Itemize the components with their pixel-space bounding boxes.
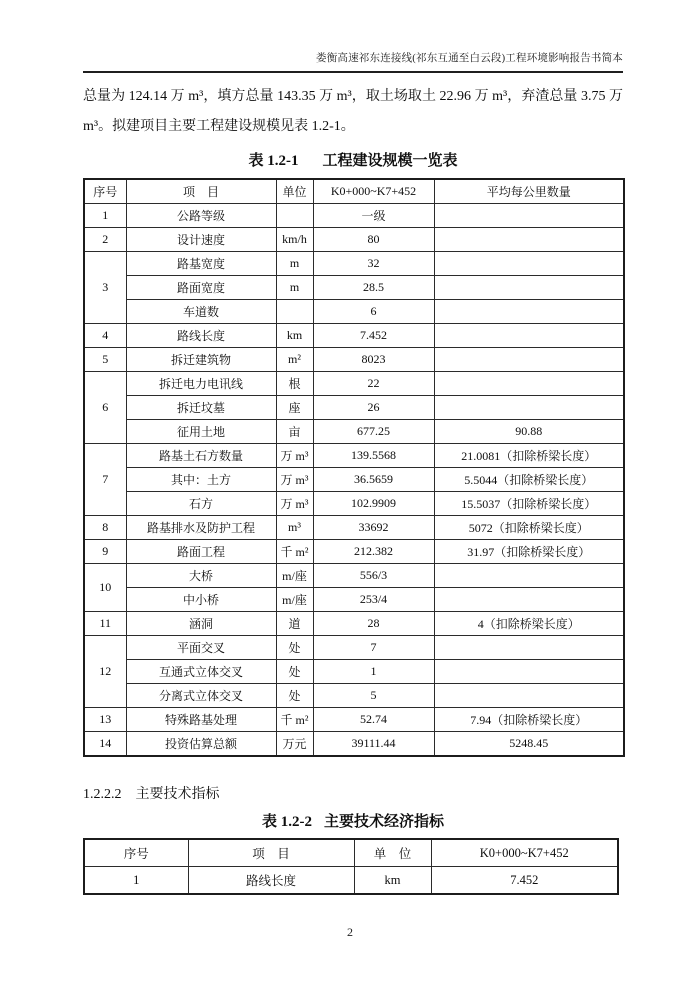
table-cell: 征用土地 [126, 420, 276, 444]
table-cell: km/h [276, 228, 313, 252]
table-cell: 亩 [276, 420, 313, 444]
table-row [84, 420, 624, 444]
table-row [84, 204, 624, 228]
table-row [84, 540, 624, 564]
table-cell: 石方 [126, 492, 276, 516]
table-cell: 特殊路基处理 [126, 708, 276, 732]
table-cell: 5 [84, 348, 126, 372]
table-cell: 拆迁电力电讯线 [126, 372, 276, 396]
column-header: K0+000~K7+452 [313, 179, 434, 204]
table-cell: 大桥 [126, 564, 276, 588]
table-cell: 21.0081（扣除桥梁长度） [434, 444, 624, 468]
table-cell: 12 [84, 636, 126, 708]
table-cell: m/座 [276, 564, 313, 588]
table-cell [276, 204, 313, 228]
table-row [84, 708, 624, 732]
table-cell: 139.5568 [313, 444, 434, 468]
table-row [84, 396, 624, 420]
table-row [84, 732, 624, 757]
table-cell [434, 564, 624, 588]
table-cell: 处 [276, 660, 313, 684]
table-cell: 一级 [313, 204, 434, 228]
table-cell: 22 [313, 372, 434, 396]
table-row [84, 636, 624, 660]
table-cell: 万元 [276, 732, 313, 757]
table-cell: 32 [313, 252, 434, 276]
column-header: 项 目 [126, 179, 276, 204]
table-body [84, 867, 618, 895]
table-row [84, 867, 618, 895]
table1-label: 表 1.2-1 [248, 153, 299, 169]
table-row [84, 228, 624, 252]
table-cell: 11 [84, 612, 126, 636]
table-row [84, 276, 624, 300]
table-row [84, 684, 624, 708]
table-cell: 4 [84, 324, 126, 348]
table-cell [434, 660, 624, 684]
table-cell: 千 m² [276, 708, 313, 732]
table-cell: 拆迁坟墓 [126, 396, 276, 420]
table-row [84, 324, 624, 348]
table-cell: 涵洞 [126, 612, 276, 636]
table-row [84, 300, 624, 324]
table2-label: 表 1.2-2 [261, 814, 312, 830]
table-cell: m [276, 276, 313, 300]
table-cell: 6 [313, 300, 434, 324]
table-cell: km [276, 324, 313, 348]
table-cell: 13 [84, 708, 126, 732]
table-cell [276, 300, 313, 324]
table-cell: 路面工程 [126, 540, 276, 564]
table-cell: 路基土石方数量 [126, 444, 276, 468]
table-cell: 平面交叉 [126, 636, 276, 660]
section-heading [83, 783, 623, 803]
table-cell: 6 [84, 372, 126, 444]
table-cell [434, 588, 624, 612]
table-cell: 7.452 [313, 324, 434, 348]
table-cell [434, 636, 624, 660]
table-cell: m² [276, 348, 313, 372]
column-header: K0+000~K7+452 [431, 839, 618, 867]
table-row [84, 588, 624, 612]
table-cell: m³ [276, 516, 313, 540]
table-cell: 7 [84, 444, 126, 516]
page-number: 2 [347, 925, 353, 939]
table-cell: 设计速度 [126, 228, 276, 252]
table-cell: 4（扣除桥梁长度） [434, 612, 624, 636]
table-cell: 8 [84, 516, 126, 540]
table-cell [434, 684, 624, 708]
table-cell [434, 228, 624, 252]
table-cell: 万 m³ [276, 492, 313, 516]
table-cell: 1 [84, 867, 188, 895]
table-cell: 9 [84, 540, 126, 564]
table-cell [434, 324, 624, 348]
table-cell: 28 [313, 612, 434, 636]
table-cell: 5248.45 [434, 732, 624, 757]
table-cell: 路基宽度 [126, 252, 276, 276]
running-header [83, 0, 623, 73]
table-cell: 102.9909 [313, 492, 434, 516]
table-cell: 556/3 [313, 564, 434, 588]
column-header: 序号 [84, 839, 188, 867]
table-cell: 路面宽度 [126, 276, 276, 300]
table-cell: 处 [276, 684, 313, 708]
table-cell: 中小桥 [126, 588, 276, 612]
table-cell: 拆迁建筑物 [126, 348, 276, 372]
table-body [84, 204, 624, 757]
table-cell: 5.5044（扣除桥梁长度） [434, 468, 624, 492]
table-cell: m [276, 252, 313, 276]
table-cell: 14 [84, 732, 126, 757]
table-cell [434, 348, 624, 372]
table-cell: 2 [84, 228, 126, 252]
table-cell [434, 252, 624, 276]
table-row [84, 516, 624, 540]
construction-scale-table [83, 178, 625, 757]
table-cell: 52.74 [313, 708, 434, 732]
table-cell: m/座 [276, 588, 313, 612]
table-row [84, 468, 624, 492]
table-row [84, 444, 624, 468]
table-cell: 车道数 [126, 300, 276, 324]
column-header: 平均每公里数量 [434, 179, 624, 204]
header-rule [83, 71, 623, 73]
table-cell: 路线长度 [126, 324, 276, 348]
table-cell: 7.94（扣除桥梁长度） [434, 708, 624, 732]
column-header: 项 目 [188, 839, 354, 867]
table-cell: 36.5659 [313, 468, 434, 492]
table-cell: 677.25 [313, 420, 434, 444]
section-title: 主要技术指标 [135, 787, 220, 802]
table-cell: 根 [276, 372, 313, 396]
table-row [84, 372, 624, 396]
table-cell: 万 m³ [276, 468, 313, 492]
table-cell: 33692 [313, 516, 434, 540]
table-row [84, 612, 624, 636]
table-cell: 其中：土方 [126, 468, 276, 492]
table1-title [83, 149, 623, 170]
table-cell: km [354, 867, 431, 895]
table1-caption: 工程建设规模一览表 [322, 153, 458, 169]
table-header-row [84, 839, 618, 867]
column-header: 单位 [276, 179, 313, 204]
running-header-title: 娄衡高速祁东连接线(祁东互通至白云段)工程环境影响报告书简本 [316, 53, 623, 64]
table-cell: 7.452 [431, 867, 618, 895]
table-cell [434, 372, 624, 396]
table-cell [434, 276, 624, 300]
table-row [84, 564, 624, 588]
body-paragraph: 总量为 124.14 万 m³，填方总量 143.35 万 m³，取土场取土 22.96 万 m³，弃渣总量 3.75 万 m³。拟建项目主要工程建设规模见表 1.2-1。 [83, 89, 623, 134]
section-number: 1.2.2.2 [83, 787, 122, 802]
table-cell: 212.382 [313, 540, 434, 564]
table-cell: 路基排水及防护工程 [126, 516, 276, 540]
table-cell: 座 [276, 396, 313, 420]
table-cell: 5 [313, 684, 434, 708]
table-cell: 5072（扣除桥梁长度） [434, 516, 624, 540]
column-header: 序号 [84, 179, 126, 204]
page-content [83, 0, 623, 895]
table-cell: 分离式立体交叉 [126, 684, 276, 708]
table-cell: 1 [84, 204, 126, 228]
table-cell: 80 [313, 228, 434, 252]
table-row [84, 252, 624, 276]
table-cell: 投资估算总额 [126, 732, 276, 757]
table-row [84, 660, 624, 684]
table-cell: 8023 [313, 348, 434, 372]
table-cell: 道 [276, 612, 313, 636]
table-cell [434, 204, 624, 228]
table-cell [434, 300, 624, 324]
table-cell: 万 m³ [276, 444, 313, 468]
table-cell: 公路等级 [126, 204, 276, 228]
table-cell: 千 m² [276, 540, 313, 564]
table-cell: 3 [84, 252, 126, 324]
table-cell: 互通式立体交叉 [126, 660, 276, 684]
table-cell: 31.97（扣除桥梁长度） [434, 540, 624, 564]
table-cell: 90.88 [434, 420, 624, 444]
table-header-row [84, 179, 624, 204]
table-cell: 28.5 [313, 276, 434, 300]
table-cell: 253/4 [313, 588, 434, 612]
table-row [84, 348, 624, 372]
table2-title [83, 810, 623, 831]
table-cell: 39111.44 [313, 732, 434, 757]
table-cell: 路线长度 [188, 867, 354, 895]
table-cell [434, 396, 624, 420]
table-cell: 7 [313, 636, 434, 660]
table-cell: 26 [313, 396, 434, 420]
column-header: 单 位 [354, 839, 431, 867]
table-row [84, 492, 624, 516]
table-cell: 10 [84, 564, 126, 612]
table2-caption: 主要技术经济指标 [323, 814, 444, 830]
table-cell: 处 [276, 636, 313, 660]
table-cell: 1 [313, 660, 434, 684]
technical-indicators-table [83, 838, 619, 895]
table-cell: 15.5037（扣除桥梁长度） [434, 492, 624, 516]
